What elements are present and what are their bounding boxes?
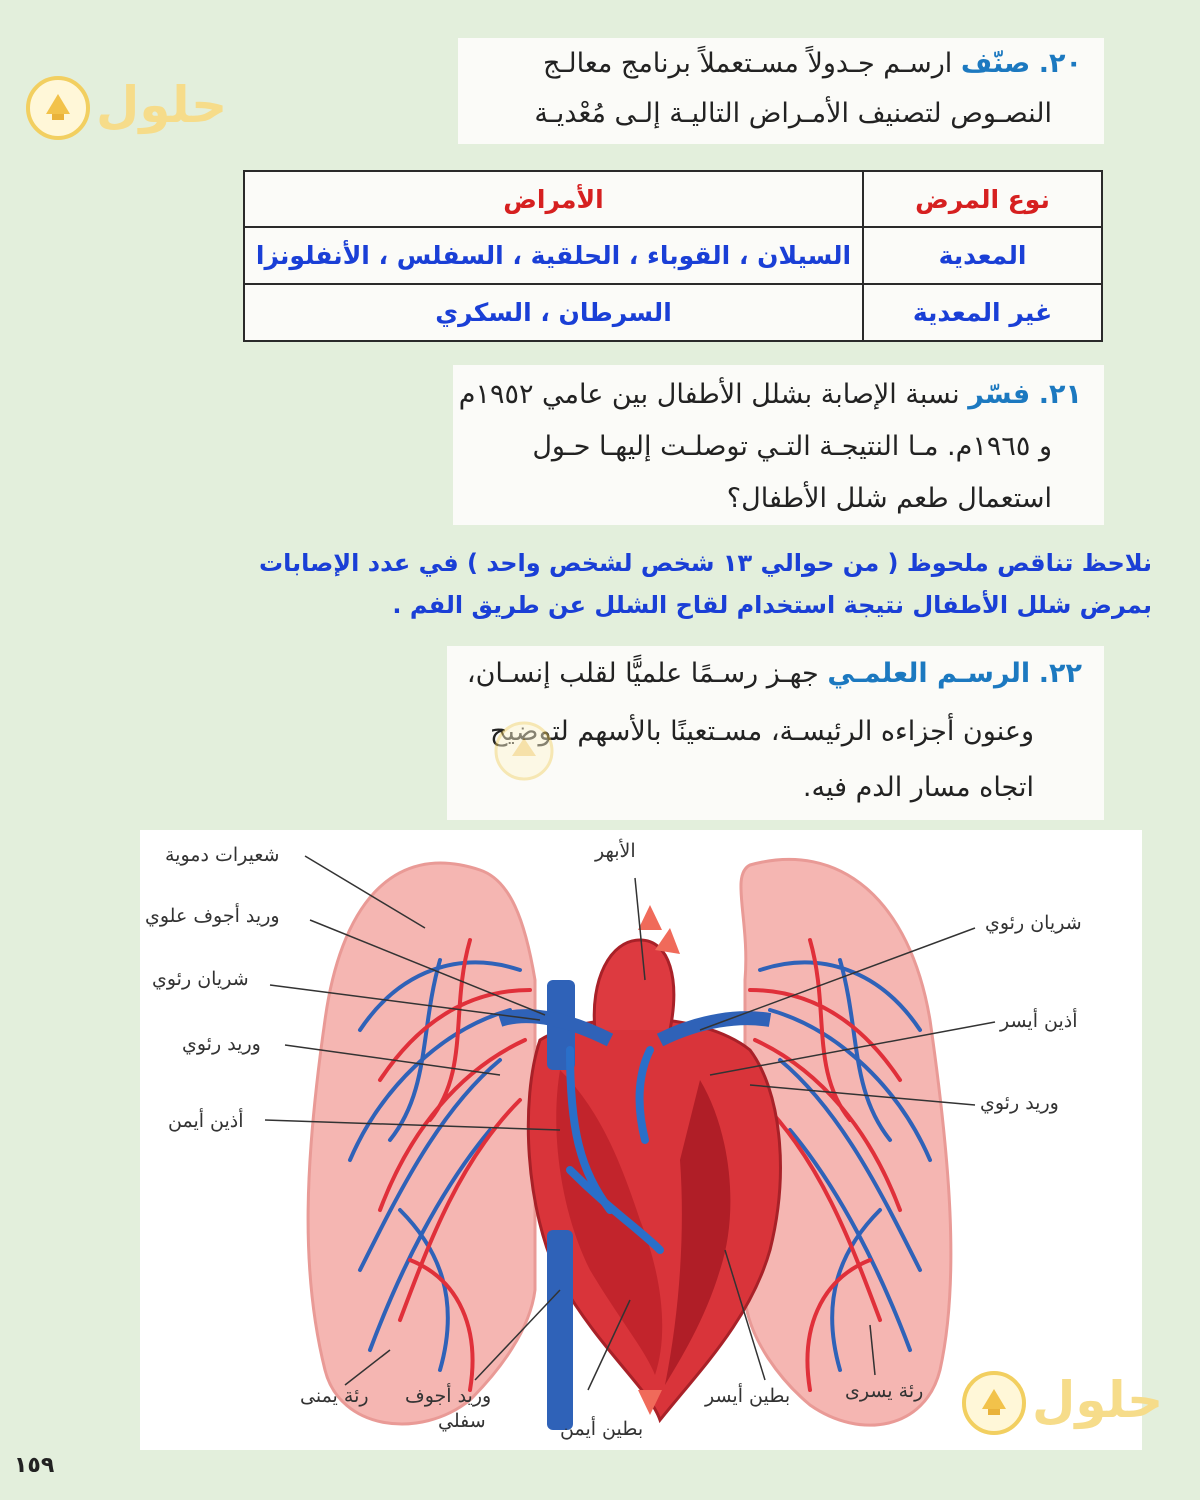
label-pulmonary-artery-right: شريان رئوي	[152, 968, 249, 990]
label-aorta: الأبهر	[595, 840, 636, 862]
label-pulmonary-artery-left: شريان رئوي	[985, 912, 1082, 934]
disease-classification-table	[243, 170, 1103, 342]
row-infectious-type: المعدية	[863, 227, 1102, 284]
watermark-logo	[492, 716, 702, 790]
question-20-line-1	[480, 44, 1082, 84]
question-number: ٢٠.	[1038, 48, 1082, 79]
table-row	[244, 284, 1102, 341]
label-inferior-vena-cava-line2: سفلي	[438, 1410, 486, 1432]
question-22-line-1	[466, 654, 1082, 694]
label-left-ventricle: بطين أيسر	[705, 1385, 791, 1407]
watermark-text: حلول	[1032, 1371, 1164, 1429]
answer-21-line-2: بمرض شلل الأطفال نتيجة استخدام لقاح الشلل عن طريق الفم .	[392, 591, 1152, 619]
heart-lungs-diagram	[140, 830, 1142, 1450]
label-superior-vena-cava: وريد أجوف علوي	[145, 905, 280, 927]
watermark-icon	[960, 1365, 1030, 1441]
question-21-box	[453, 365, 1104, 525]
answer-21-line-1: نلاحظ تناقص ملحوظ ( من حوالي ١٣ شخص لشخص واحد ) في عدد الإصابات	[258, 549, 1152, 577]
question-text: نسبة الإصابة بشلل الأطفال بين عامي ١٩٥٢م	[458, 379, 960, 410]
question-20-line-2: النصـوص لتصنيف الأمـراض التاليـة إلـى مُعْديـة	[534, 98, 1052, 129]
label-right-lung: رئة يمنى	[300, 1385, 369, 1407]
question-number: ٢١.	[1038, 379, 1082, 410]
question-keyword: صنّف	[960, 48, 1031, 79]
question-keyword: فسّر	[968, 379, 1031, 410]
header-diseases: الأمراض	[244, 171, 863, 227]
question-21-line-2: و ١٩٦٥م. مـا النتيجـة التـي توصلـت إليهـا حـول	[532, 431, 1052, 462]
label-right-atrium: أذين أيمن	[168, 1110, 244, 1132]
row-infectious-diseases: السيلان ، القوباء ، الحلقية ، السفلس ، الأنفلونزا	[244, 227, 863, 284]
question-text: ارسـم جـدولاً مسـتعملاً برنامج معالـج	[543, 48, 953, 79]
question-number: ٢٢.	[1038, 658, 1082, 689]
label-inferior-vena-cava-line1: وريد أجوف	[405, 1385, 492, 1407]
watermark-logo	[960, 1365, 1164, 1445]
question-22-line-2: وعنون أجزاءه الرئيسـة، مسـتعينًا بالأسهم لتوضيح	[489, 716, 1034, 747]
watermark-icon	[492, 716, 702, 786]
question-21-line-1	[458, 375, 1082, 415]
question-21-line-3: استعمال طعم شلل الأطفال؟	[726, 483, 1052, 514]
label-pulmonary-vein-right: وريد رئوي	[182, 1033, 261, 1055]
row-noninfectious-diseases: السرطان ، السكري	[244, 284, 863, 341]
question-keyword: الرسـم العلمـي	[827, 658, 1031, 689]
page-number: ١٥٩	[14, 1453, 55, 1478]
table-row	[244, 227, 1102, 284]
watermark-logo	[20, 70, 230, 150]
header-disease-type: نوع المرض	[863, 171, 1102, 227]
label-left-atrium: أذين أيسر	[1000, 1010, 1078, 1032]
watermark-text: حلول	[96, 76, 228, 134]
question-20-box	[458, 38, 1104, 144]
label-left-lung: رئة يسرى	[845, 1380, 924, 1402]
row-noninfectious-type: غير المعدية	[863, 284, 1102, 341]
label-capillaries: شعيرات دموية	[165, 844, 280, 866]
table-header-row	[244, 171, 1102, 227]
question-text: جهـز رسـمًا علميًّا لقلب إنسـان،	[466, 658, 819, 689]
label-right-ventricle: بطين أيمن	[560, 1418, 644, 1440]
label-pulmonary-vein-left: وريد رئوي	[980, 1092, 1059, 1114]
question-22-line-3: اتجاه مسار الدم فيه.	[802, 772, 1034, 803]
